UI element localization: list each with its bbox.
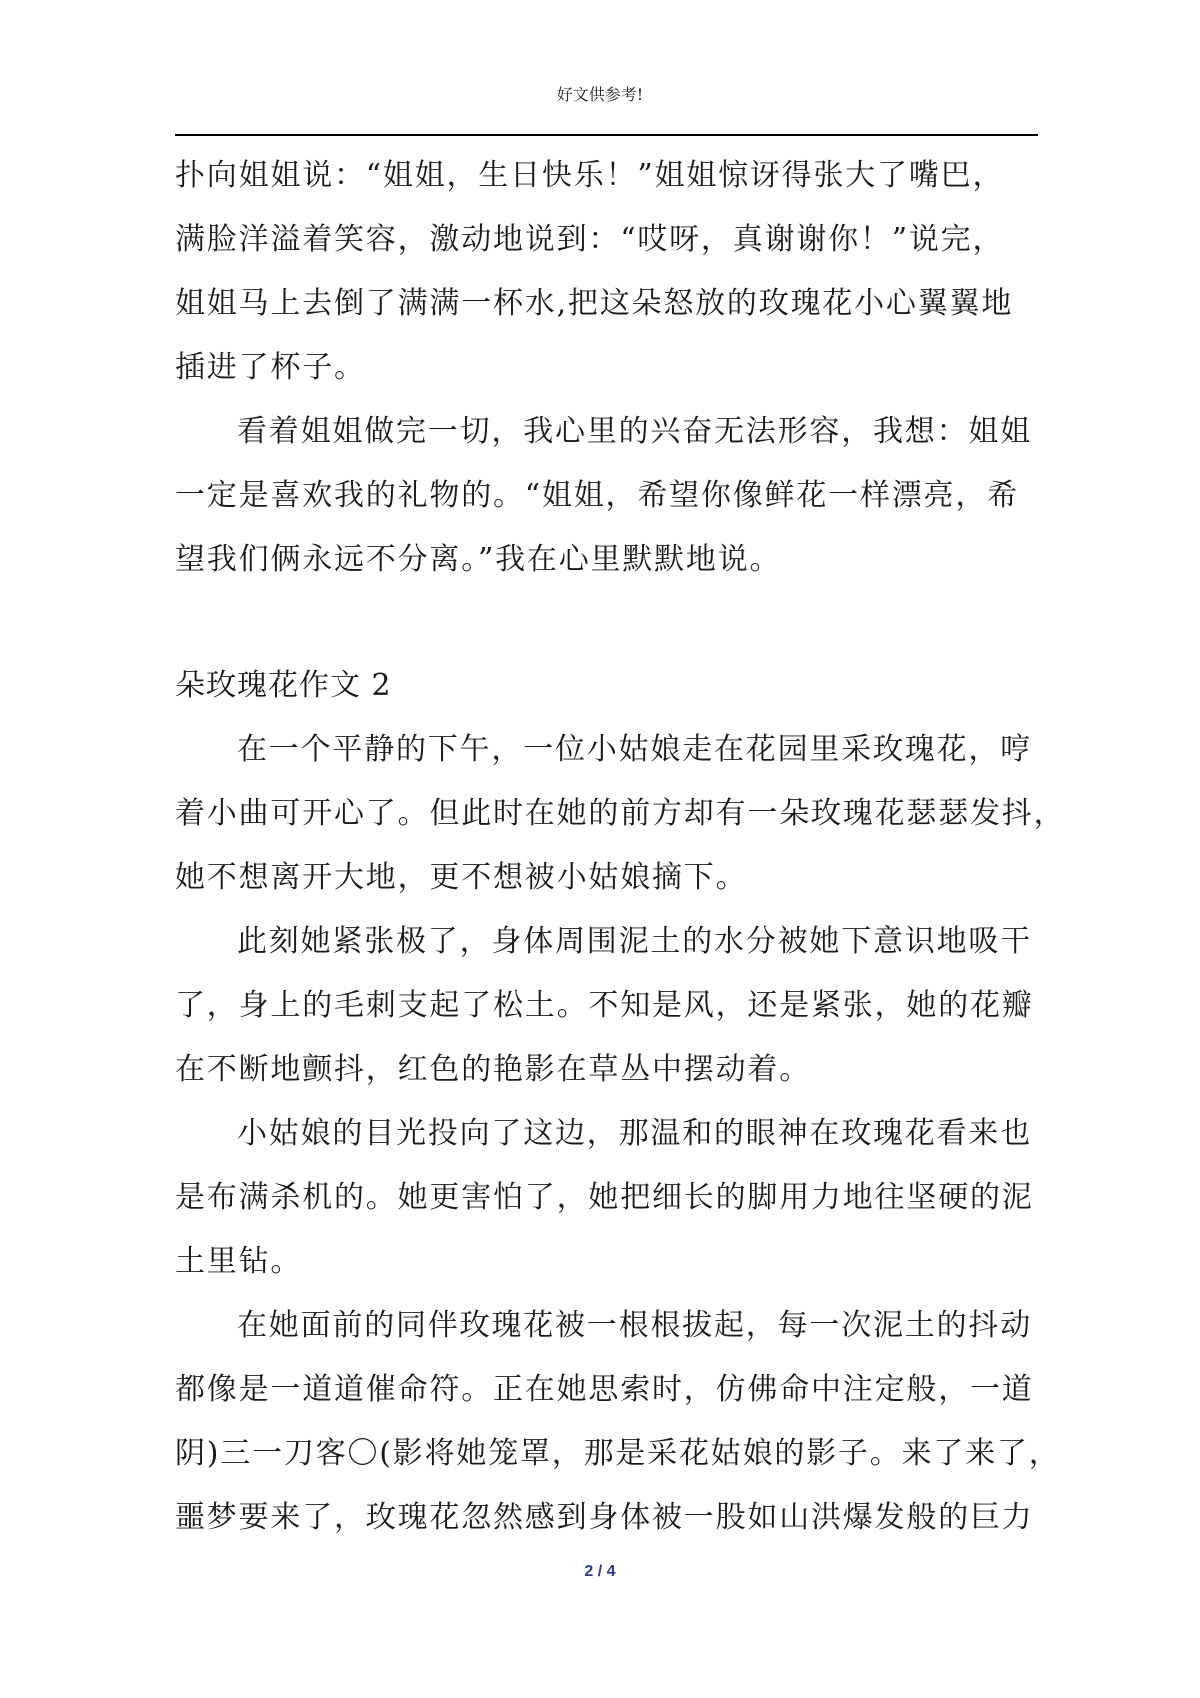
section-gap	[175, 592, 1041, 654]
text-line: 她不想离开大地，更不想被小姑娘摘下。	[175, 860, 748, 895]
paragraph	[175, 400, 1041, 592]
text-line: 小姑娘的目光投向了这边，那温和的眼神在玫瑰花看来也	[237, 1116, 1032, 1151]
section-title: 朵玫瑰花作文 2	[175, 668, 392, 703]
text-line: 姐姐马上去倒了满满一杯水,把这朵怒放的玫瑰花小心翼翼地	[175, 286, 1014, 321]
text-line: 阴)三一刀客〇(影将她笼罩，那是采花姑娘的影子。来了来了，	[175, 1436, 1061, 1471]
paragraph	[175, 1294, 1061, 1550]
document-body	[175, 144, 1066, 1550]
text-line: 看着姐姐做完一切，我心里的兴奋无法形容，我想：姐姐	[237, 414, 1032, 449]
text-line: 一定是喜欢我的礼物的。“姐姐，希望你像鲜花一样漂亮，希	[175, 478, 1019, 513]
paragraph	[175, 1102, 1041, 1294]
text-line: 扑向姐姐说：“姐姐，生日快乐！”姐姐惊讶得张大了嘴巴，	[175, 158, 1005, 193]
text-line: 插进了杯子。	[175, 350, 366, 385]
text-line: 在一个平静的下午，一位小姑娘走在花园里采玫瑰花，哼	[237, 732, 1032, 767]
paragraph	[175, 910, 1041, 1102]
text-line: 在她面前的同伴玫瑰花被一根根拔起，每一次泥土的抖动	[237, 1308, 1032, 1343]
text-line: 着小曲可开心了。但此时在她的前方却有一朵玫瑰花瑟瑟发抖，	[175, 796, 1066, 831]
text-line: 土里钻。	[175, 1244, 303, 1279]
page-number: 2 / 4	[584, 1563, 616, 1580]
text-line: 满脸洋溢着笑容，激动地说到：“哎呀，真谢谢你！”说完，	[175, 222, 1005, 257]
text-line: 噩梦要来了，玫瑰花忽然感到身体被一股如山洪爆发般的巨力	[175, 1500, 1034, 1535]
paragraph	[175, 718, 1066, 910]
text-line: 在不断地颤抖，红色的艳影在草丛中摆动着。	[175, 1052, 811, 1087]
text-line: 此刻她紧张极了，身体周围泥土的水分被她下意识地吸干	[237, 924, 1032, 959]
page-header: 好文供参考!	[556, 85, 644, 104]
paragraph	[175, 144, 1041, 400]
text-line: 望我们俩永远不分离。”我在心里默默地说。	[175, 542, 782, 577]
text-line: 都像是一道道催命符。正在她思索时，仿佛命中注定般，一道	[175, 1372, 1034, 1407]
text-line: 是布满杀机的。她更害怕了，她把细长的脚用力地往坚硬的泥	[175, 1180, 1034, 1215]
text-line: 了，身上的毛刺支起了松土。不知是风，还是紧张，她的花瓣	[175, 988, 1034, 1023]
header-divider	[175, 134, 1038, 136]
